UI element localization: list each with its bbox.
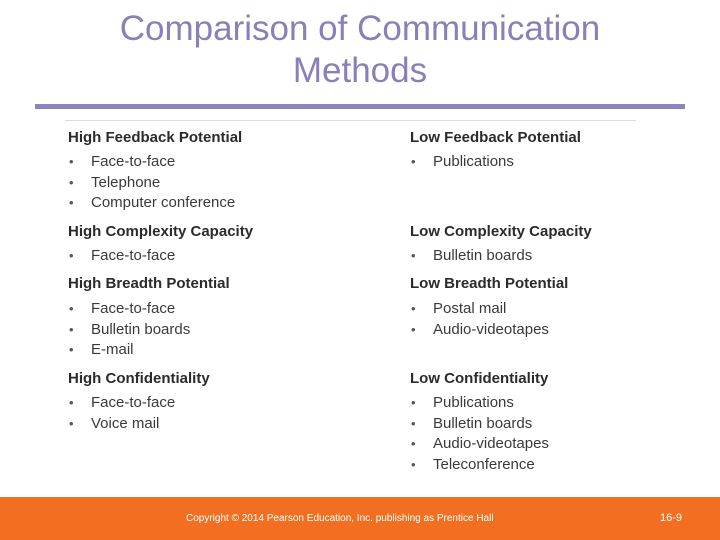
list-item-label: Face-to-face xyxy=(91,247,176,264)
bullet-icon: • xyxy=(69,321,74,337)
list-item xyxy=(68,173,235,194)
bullet-icon: • xyxy=(69,395,74,410)
list-item-label: Publications xyxy=(433,153,514,170)
bullet-list xyxy=(68,246,175,267)
list-item xyxy=(68,340,190,361)
list-item-label: Computer conference xyxy=(91,194,236,212)
bullet-list xyxy=(410,152,514,173)
bullet-icon: • xyxy=(411,154,416,169)
bullet-list xyxy=(410,246,532,267)
list-item xyxy=(410,299,549,320)
list-item xyxy=(410,152,514,173)
bullet-list xyxy=(68,393,175,434)
bullet-icon: • xyxy=(69,248,74,263)
list-item xyxy=(68,320,190,341)
section-heading: High Confidentiality xyxy=(68,370,210,387)
bullet-icon: • xyxy=(69,174,74,190)
list-item xyxy=(410,414,549,435)
bullet-list xyxy=(410,393,549,476)
list-item-label: Telephone xyxy=(91,173,161,191)
list-item-label: Postal mail xyxy=(433,300,507,317)
list-item-label: Audio-videotapes xyxy=(433,320,549,338)
list-item xyxy=(410,393,549,414)
bullet-icon: • xyxy=(69,415,74,431)
list-item-label: Audio-videotapes xyxy=(433,435,549,453)
bullet-icon: • xyxy=(411,248,416,263)
section-heading: High Breadth Potential xyxy=(68,275,230,292)
section-heading: Low Complexity Capacity xyxy=(410,223,592,240)
bullet-icon: • xyxy=(69,301,74,316)
list-item-label: Teleconference xyxy=(433,456,535,474)
slide-title-line-1: Comparison of Communication xyxy=(119,9,601,48)
list-item xyxy=(68,193,235,214)
page-number: 16-9 xyxy=(660,512,683,524)
list-item xyxy=(410,434,549,455)
section-heading: High Feedback Potential xyxy=(68,129,243,146)
bullet-icon: • xyxy=(69,342,74,358)
list-item xyxy=(68,393,175,414)
bullet-list xyxy=(68,299,190,361)
list-item xyxy=(68,414,175,435)
bullet-icon: • xyxy=(411,436,416,452)
list-item-label: Voice mail xyxy=(91,414,160,432)
list-item-label: Face-to-face xyxy=(91,300,176,317)
list-item xyxy=(410,320,549,341)
list-item xyxy=(410,455,549,476)
bullet-icon: • xyxy=(411,395,416,410)
section-heading: Low Confidentiality xyxy=(410,370,549,387)
bullet-icon: • xyxy=(69,154,74,169)
bullet-icon: • xyxy=(411,457,416,473)
list-item-label: Face-to-face xyxy=(91,153,176,170)
bullet-icon: • xyxy=(411,415,416,431)
section-heading: Low Breadth Potential xyxy=(410,275,569,292)
slide-title-line-2: Methods xyxy=(292,51,428,90)
list-item xyxy=(410,246,532,267)
list-item-label: Bulletin boards xyxy=(91,320,191,338)
list-item-label: Face-to-face xyxy=(91,394,176,411)
copyright-notice: Copyright © 2014 Pearson Education, Inc. publishing as Prentice Hall xyxy=(186,513,494,524)
list-item-label: Bulletin boards xyxy=(433,247,533,264)
bullet-icon: • xyxy=(69,195,74,211)
bullet-list xyxy=(68,152,235,214)
list-item-label: E-mail xyxy=(91,341,134,359)
list-item-label: Bulletin boards xyxy=(433,414,533,432)
list-item xyxy=(68,152,235,173)
list-item xyxy=(68,299,190,320)
list-item-label: Publications xyxy=(433,394,514,411)
footer-bar xyxy=(0,497,720,540)
bullet-list xyxy=(410,299,549,340)
bullet-icon: • xyxy=(411,321,416,337)
bullet-icon: • xyxy=(411,301,416,316)
section-heading: High Complexity Capacity xyxy=(68,223,254,240)
list-item xyxy=(68,246,175,267)
section-heading: Low Feedback Potential xyxy=(410,129,581,146)
